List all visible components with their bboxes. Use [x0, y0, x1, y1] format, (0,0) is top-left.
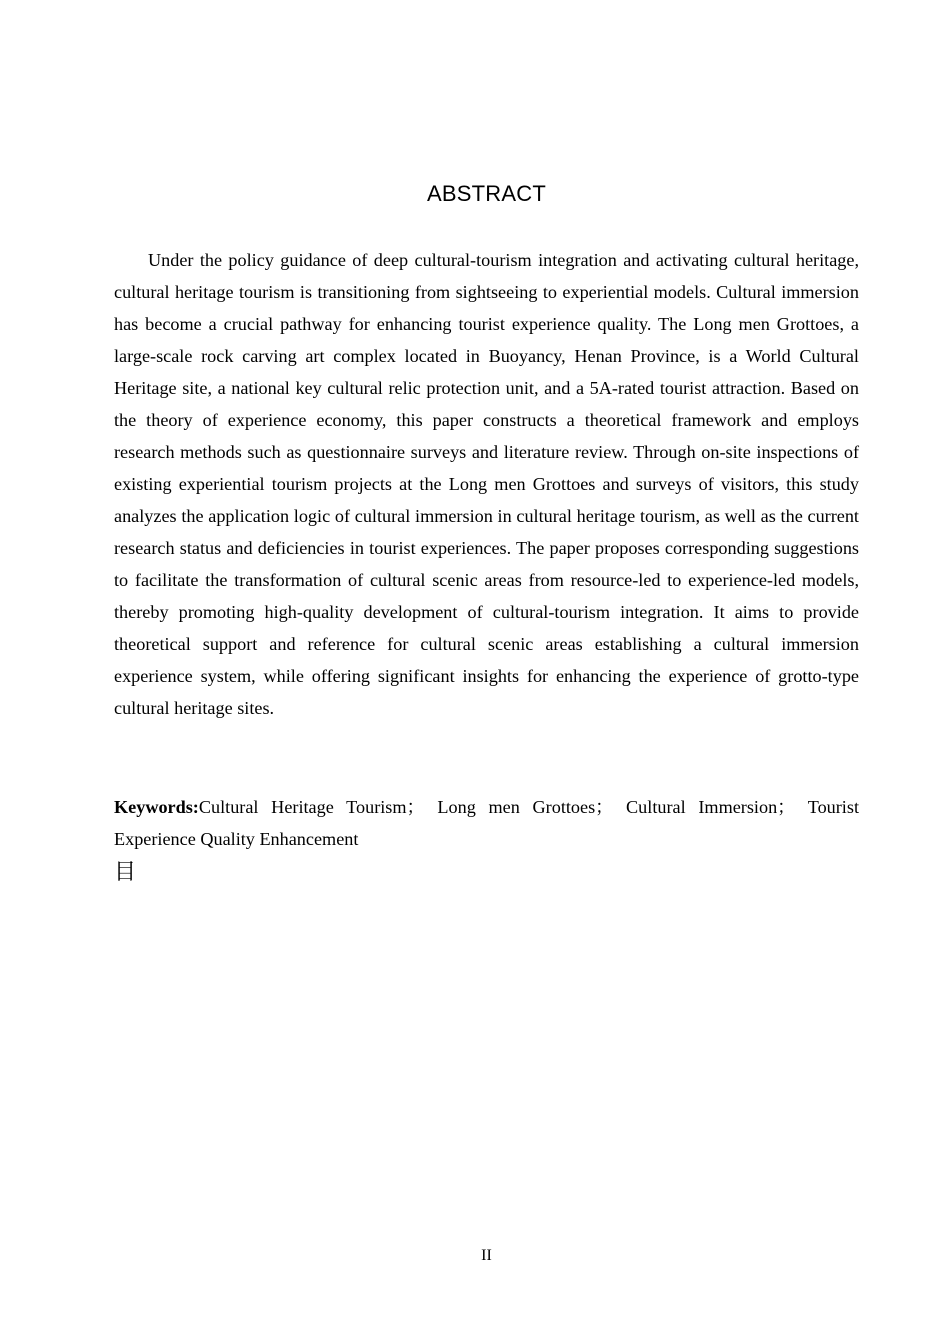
keywords-text: Cultural Heritage Tourism； Long men Grottoes； Cultural Immersion； Tourist Experience Quality Enhancement — [114, 797, 859, 849]
abstract-body: Under the policy guidance of deep cultural-tourism integration and activating cultural heritage, cultural heritage tourism is transitioning from sightseeing to experiential models. Cultural immersion has become a crucial pathway for enhancing tourist experience quality. The Long men Grottoes, a large-scale rock carving art complex located in Buoyancy, Henan Province, is a World Cultural Heritage site, a national key cultural relic protection unit, and a 5A-rated tourist attraction. Based on the theory of experience economy, this paper constructs a theoretical framework and employs research methods such as questionnaire surveys and literature review. Through on-site inspections of existing experiential tourism projects at the Long men Grottoes and surveys of visitors, this study analyzes the application logic of cultural immersion in cultural heritage tourism, as well as the current research status and deficiencies in tourist experiences. The paper proposes corresponding suggestions to facilitate the transformation of cultural scenic areas from resource-led to experience-led models, thereby promoting high-quality development of cultural-tourism integration. It aims to provide theoretical support and reference for cultural scenic areas establishing a cultural immersion experience system, while offering significant insights for enhancing the experience of grotto-type cultural heritage sites. — [114, 250, 859, 718]
page-number: II — [481, 1247, 492, 1264]
toc-heading-glyph: 目 — [114, 860, 137, 885]
keywords-label: Keywords: — [114, 797, 199, 817]
keywords-line — [114, 791, 859, 855]
abstract-title: ABSTRACT — [427, 181, 546, 206]
